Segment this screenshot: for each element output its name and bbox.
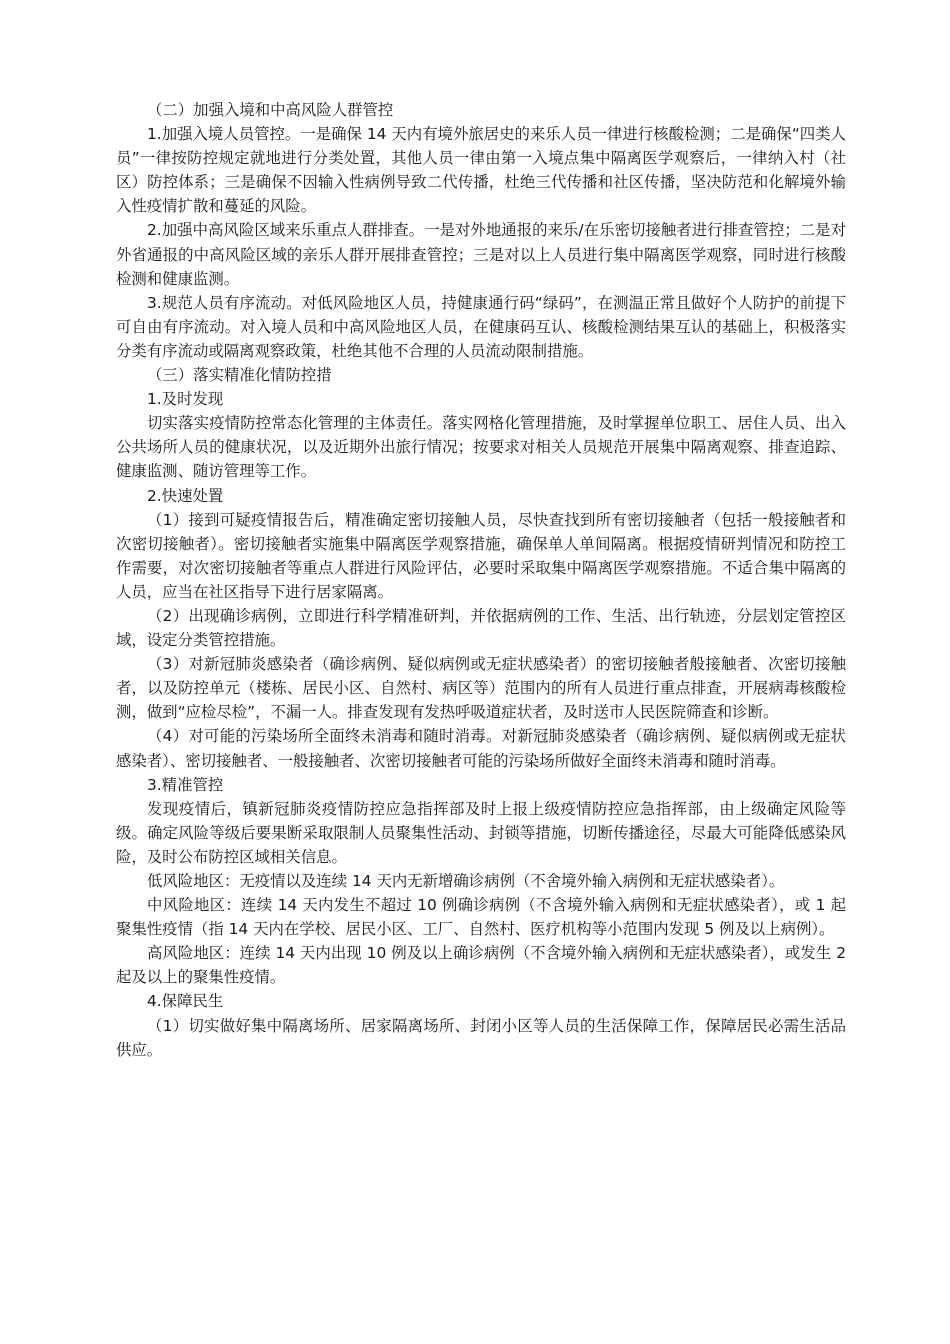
paragraph-livelihood-1: （1）切实做好集中隔离场所、居家隔离场所、封闭小区等人员的生活保障工作，保障居民必需生活品供应。 bbox=[116, 1016, 846, 1059]
paragraph-high-risk: 高风险地区：连续 14 天内出现 10 例及以上确诊病例（不含境外输入病例和无症状感染者），或发生 2 起及以上的聚集性疫情。 bbox=[116, 944, 846, 987]
section-heading-2: （二）加强入境和中高风险人群管控 bbox=[147, 101, 394, 119]
paragraph-entry-control: 1.加强入境人员管控。一是确保 14 天内有境外旅居史的来乐人员一律进行核酸检测；二是确保“四类人员”一律按防控规定就地进行分类处置，其他人员一律由第一入境点集中隔离医学观察后，一律纳入村（社区）防控体系；三是确保不因输入性病例导致二代传播，杜绝三代传播和社区传播，坚决防范和化解境外输入性疫情扩散和蔓延的风险。 bbox=[116, 125, 846, 216]
subheading-precise-control: 3.精准管控 bbox=[147, 775, 224, 794]
document-body bbox=[116, 98, 846, 1062]
paragraph-precise-control: 发现疫情后，镇新冠肺炎疫情防控应急指挥部及时上报上级疫情防控应急指挥部，由上级确定风险等级。确定风险等级后要果断采取限制人员聚集性活动、封锁等措施，切断传播途径，尽最大可能降低感染风险，及时公布防控区域相关信息。 bbox=[116, 799, 846, 866]
section-heading-3: （三）落实精准化情防控措 bbox=[147, 366, 332, 385]
subheading-livelihood: 4.保障民生 bbox=[147, 992, 224, 1011]
paragraph-low-risk: 低风险地区：无疫情以及连续 14 天内无新增确诊病例（不舍境外输入病例和无症状感染者）。 bbox=[147, 872, 785, 890]
paragraph-timely-detection: 切实落实疫情防控常态化管理的主体责任。落实网格化管理措施，及时掌握单位职工、居住人员、出入公共场所人员的健康状况，以及近期外出旅行情况；按要求对相关人员规范开展集中隔离观察、排查追踪、健康监测、随访管理等工作。 bbox=[116, 414, 846, 481]
paragraph-risk-area-screening: 2.加强中高风险区域来乐重点人群排查。一是对外地通报的来乐/在乐密切接触者进行排查管控；二是对外省通报的中高风险区域的亲乐人群开展排查管控；三是对以上人员进行集中隔离医学观察，同时进行核酸检测和健康监测。 bbox=[116, 221, 846, 288]
subheading-timely-detection: 1.及时发现 bbox=[147, 390, 224, 409]
paragraph-response-2: （2）出现确诊病例，立即进行科学精准研判，并依据病例的工作、生活、出行轨迹，分层划定管控区域，设定分类管控措施。 bbox=[116, 606, 846, 650]
paragraph-response-1: （1）接到可疑疫情报告后，精准确定密切接触人员，尽快查找到所有密切接触者（包括一般接触者和次密切接触者）。密切接触者实施集中隔离医学观察措施，确保单人单间隔离。根据疫情研判情况和防控工作需要，对次密切接触者等重点人群进行风险评估，必要时采取集中隔离医学观察措施。不适合集中隔离的人员，应当在社区指导下进行居家隔离。 bbox=[116, 510, 846, 601]
subheading-rapid-response: 2.快速处置 bbox=[147, 486, 224, 505]
paragraph-orderly-movement: 3.规范人员有序流动。对低风险地区人员，持健康通行码“绿码”，在测温正常且做好个人防护的前提下可自由有序流动。对入境人员和中高风险地区人员，在健康码互认、核酸检测结果互认的基础上，积极落实分类有序流动或隔离观察政策，杜绝其他不合理的人员流动限制措施。 bbox=[116, 293, 846, 360]
paragraph-response-4: （4）对可能的污染场所全面终未消毒和随时消毒。对新冠肺炎感染者（确诊病例、疑似病例或无症状感染者）、密切接触者、一般接触者、次密切接触者可能的污染场所做好全面终未消毒和随时消毒。 bbox=[116, 727, 846, 770]
paragraph-response-3: （3）对新冠肺炎感染者（确诊病例、疑似病例或无症状感染者）的密切接触者般接触者、次密切接触者，以及防控单元（楼栋、居民小区、自然村、病区等）范围内的所有人员进行重点排查，开展病毒核酸检测，做到“应检尽检”，不漏一人。排查发现有发热呼吸道症状者，及时送市人民医院筛查和诊断。 bbox=[116, 655, 846, 722]
paragraph-medium-risk: 中风险地区：连续 14 天内发生不超过 10 例确诊病例（不含境外输入病例和无症状感染者），或 1 起聚集性疫情（指 14 天内在学校、居民小区、工厂、自然村、医疗机构等小范围内发现 5 例及以上病例）。 bbox=[116, 896, 846, 939]
